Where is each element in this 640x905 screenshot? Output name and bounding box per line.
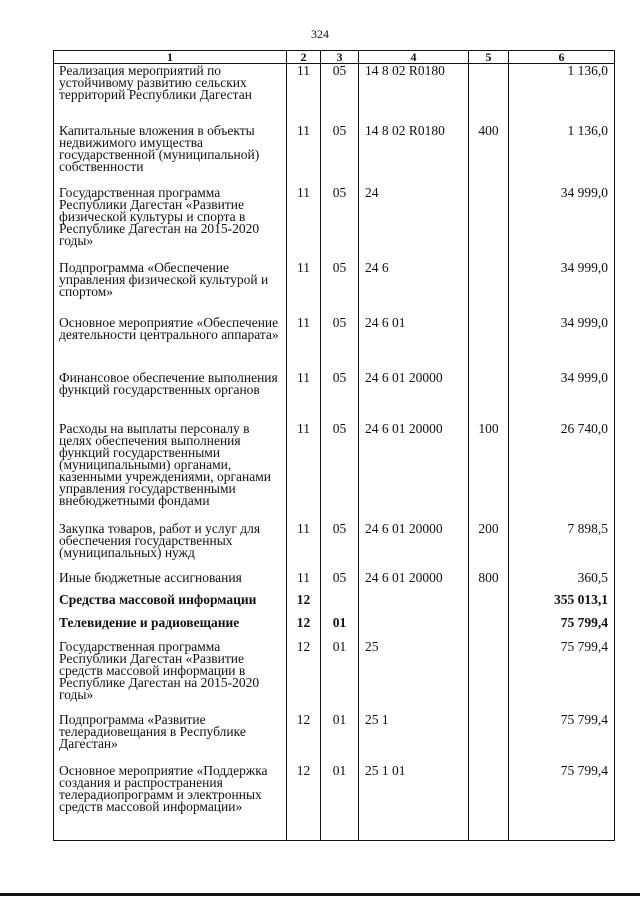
row-section: 11 [287,522,321,571]
row-subsection: 05 [321,571,359,593]
col-header-5: 5 [469,51,509,64]
row-subsection: 05 [321,522,359,571]
table-row [54,186,615,261]
table-row [54,593,615,616]
row-expense-type [469,640,509,713]
row-expense-type: 800 [469,571,509,593]
row-name: Финансовое обеспечение выполнения функций государственных органов [54,371,287,422]
row-subsection: 05 [321,124,359,186]
row-name: Подпрограмма «Развитие телерадиовещания в Республике Дагестан» [54,713,287,764]
row-target-item: 24 6 01 20000 [359,571,469,593]
row-section: 11 [287,571,321,593]
row-amount: 355 013,1 [509,593,615,616]
row-subsection: 05 [321,316,359,371]
row-expense-type [469,593,509,616]
page-number: 324 [311,27,329,41]
row-target-item: 25 1 01 [359,764,469,841]
row-subsection: 01 [321,640,359,713]
row-expense-type [469,764,509,841]
row-target-item: 14 8 02 R0180 [359,64,469,124]
row-expense-type [469,616,509,640]
row-amount: 34 999,0 [509,371,615,422]
row-target-item: 14 8 02 R0180 [359,124,469,186]
col-header-1: 1 [54,51,287,64]
row-name: Подпрограмма «Обеспечение управления физической культурой и спортом» [54,261,287,316]
row-section: 11 [287,316,321,371]
row-section: 11 [287,261,321,316]
col-header-2: 2 [287,51,321,64]
row-amount: 75 799,4 [509,713,615,764]
row-name: Реализация мероприятий по устойчивому развитию сельских территорий Республики Дагестан [54,64,287,124]
row-name: Основное мероприятие «Поддержка создания и распространения телерадиопрограмм и электронных средств массовой информации» [54,764,287,841]
row-subsection: 05 [321,371,359,422]
row-name: Капитальные вложения в объекты недвижимого имущества государственной (муниципальной) собственности [54,124,287,186]
row-amount: 34 999,0 [509,261,615,316]
row-section: 12 [287,616,321,640]
row-target-item: 24 6 01 [359,316,469,371]
bottom-rule [0,893,640,896]
row-subsection: 05 [321,422,359,522]
row-name: Государственная программа Республики Дагестан «Развитие средств массовой информации в Республике Дагестан на 2015-2020 годы» [54,640,287,713]
row-amount: 34 999,0 [509,186,615,261]
table-row [54,522,615,571]
col-header-6: 6 [509,51,615,64]
row-subsection: 01 [321,616,359,640]
row-target-item [359,616,469,640]
budget-table [53,50,615,841]
col-header-3: 3 [321,51,359,64]
table-row [54,422,615,522]
row-section: 12 [287,764,321,841]
table-row [54,713,615,764]
row-expense-type [469,371,509,422]
row-amount: 75 799,4 [509,640,615,713]
row-amount: 75 799,4 [509,616,615,640]
row-section: 11 [287,371,321,422]
table-row [54,261,615,316]
row-name: Государственная программа Республики Дагестан «Развитие физической культуры и спорта в Республике Дагестан на 2015-2020 годы» [54,186,287,261]
row-target-item: 24 [359,186,469,261]
table-row [54,616,615,640]
row-subsection: 05 [321,186,359,261]
row-amount: 360,5 [509,571,615,593]
row-expense-type [469,713,509,764]
table-row [54,371,615,422]
row-target-item: 24 6 [359,261,469,316]
row-section: 11 [287,124,321,186]
row-name: Иные бюджетные ассигнования [54,571,287,593]
row-target-item: 24 6 01 20000 [359,371,469,422]
row-name: Средства массовой информации [54,593,287,616]
row-expense-type: 400 [469,124,509,186]
row-amount: 1 136,0 [509,64,615,124]
row-target-item: 24 6 01 20000 [359,522,469,571]
row-section: 12 [287,593,321,616]
row-target-item: 24 6 01 20000 [359,422,469,522]
row-expense-type [469,186,509,261]
row-target-item [359,593,469,616]
row-subsection: 01 [321,764,359,841]
table-row [54,64,615,124]
row-subsection: 01 [321,713,359,764]
row-section: 11 [287,422,321,522]
row-name: Расходы на выплаты персоналу в целях обеспечения выполнения функций государственными (муниципальными) органами, казенными учреждениями, органами управления государственными внебюджетными фондами [54,422,287,522]
row-amount: 26 740,0 [509,422,615,522]
table-row [54,571,615,593]
table-row [54,316,615,371]
row-expense-type [469,261,509,316]
row-subsection [321,593,359,616]
row-subsection: 05 [321,64,359,124]
row-amount: 75 799,4 [509,764,615,841]
row-amount: 34 999,0 [509,316,615,371]
row-section: 12 [287,713,321,764]
row-target-item: 25 1 [359,713,469,764]
table-row [54,764,615,841]
row-amount: 7 898,5 [509,522,615,571]
header-row [54,51,615,64]
row-name: Основное мероприятие «Обеспечение деятельности центрального аппарата» [54,316,287,371]
row-subsection: 05 [321,261,359,316]
row-section: 11 [287,186,321,261]
table-row [54,640,615,713]
row-amount: 1 136,0 [509,124,615,186]
row-expense-type [469,316,509,371]
row-target-item: 25 [359,640,469,713]
table-row [54,124,615,186]
row-section: 12 [287,640,321,713]
row-expense-type [469,64,509,124]
row-name: Закупка товаров, работ и услуг для обеспечения государственных (муниципальных) нужд [54,522,287,571]
row-expense-type: 200 [469,522,509,571]
row-name: Телевидение и радиовещание [54,616,287,640]
row-expense-type: 100 [469,422,509,522]
col-header-4: 4 [359,51,469,64]
row-section: 11 [287,64,321,124]
